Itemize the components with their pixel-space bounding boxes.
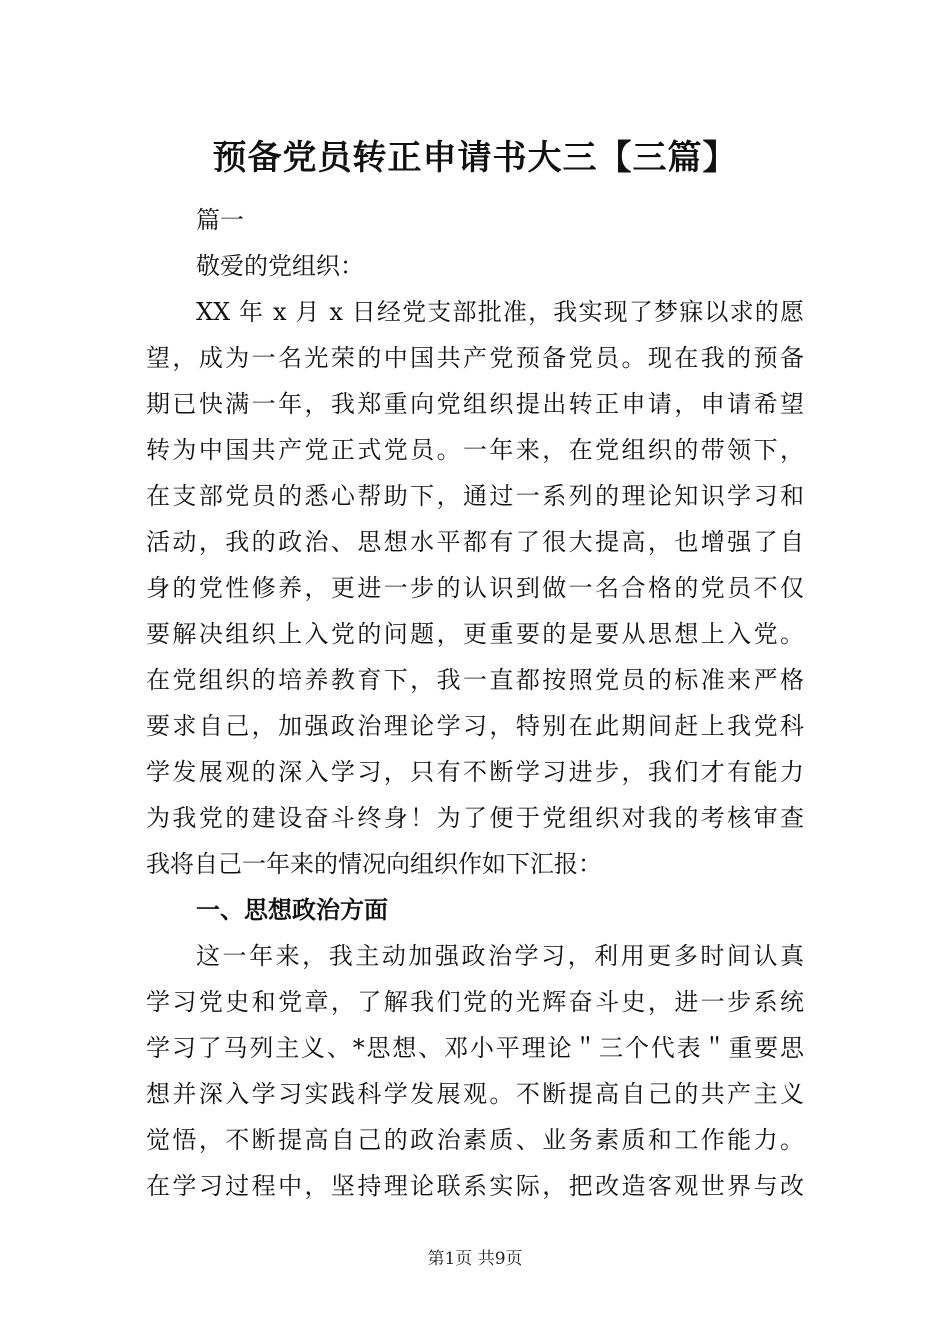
document-title: 预备党员转正申请书大三【三篇】	[212, 138, 738, 178]
paragraph-line: 在学习过程中，坚持理论联系实际，把改造客观世界与改	[146, 1172, 804, 1200]
paragraph-line: 在支部党员的悉心帮助下，通过一系列的理论知识学习和	[146, 482, 804, 510]
paragraph-line: 要解决组织上入党的问题，更重要的是要从思想上入党。	[146, 620, 804, 648]
paragraph-line: 学发展观的深入学习，只有不断学习进步，我们才有能力	[146, 758, 804, 786]
paragraph-line: XX 年 x 月 x 日经党支部批准，我实现了梦寐以求的愿	[196, 298, 804, 326]
section-label: 篇一	[196, 206, 244, 234]
paragraph-line: 为我党的建设奋斗终身！为了便于党组织对我的考核审查	[146, 804, 804, 832]
paragraph-line: 这一年来，我主动加强政治学习，利用更多时间认真	[196, 942, 804, 970]
paragraph-line: 想并深入学习实践科学发展观。不断提高自己的共产主义	[146, 1080, 804, 1108]
paragraph-line: 觉悟，不断提高自己的政治素质、业务素质和工作能力。	[146, 1126, 804, 1154]
paragraph-line: 身的党性修养，更进一步的认识到做一名合格的党员不仅	[146, 574, 804, 602]
paragraph-line: 活动，我的政治、思想水平都有了很大提高，也增强了自	[146, 528, 804, 556]
section-heading: 一、思想政治方面	[196, 896, 388, 924]
paragraph-line: 转为中国共产党正式党员。一年来，在党组织的带领下，	[146, 436, 804, 464]
paragraph-line: 我将自己一年来的情况向组织作如下汇报：	[146, 850, 602, 878]
page-footer: 第1页 共9页	[427, 1249, 523, 1269]
paragraph-line: 在党组织的培养教育下，我一直都按照党员的标准来严格	[146, 666, 804, 694]
salutation: 敬爱的党组织：	[196, 252, 364, 280]
paragraph-line: 望，成为一名光荣的中国共产党预备党员。现在我的预备	[146, 344, 804, 372]
paragraph-line: 要求自己，加强政治理论学习，特别在此期间赶上我党科	[146, 712, 804, 740]
paragraph-line: 学习党史和党章，了解我们党的光辉奋斗史，进一步系统	[146, 988, 804, 1016]
paragraph-line: 期已快满一年，我郑重向党组织提出转正申请，申请希望	[146, 390, 804, 418]
paragraph-line: 学习了马列主义、*思想、邓小平理论＂三个代表＂重要思	[146, 1034, 804, 1062]
